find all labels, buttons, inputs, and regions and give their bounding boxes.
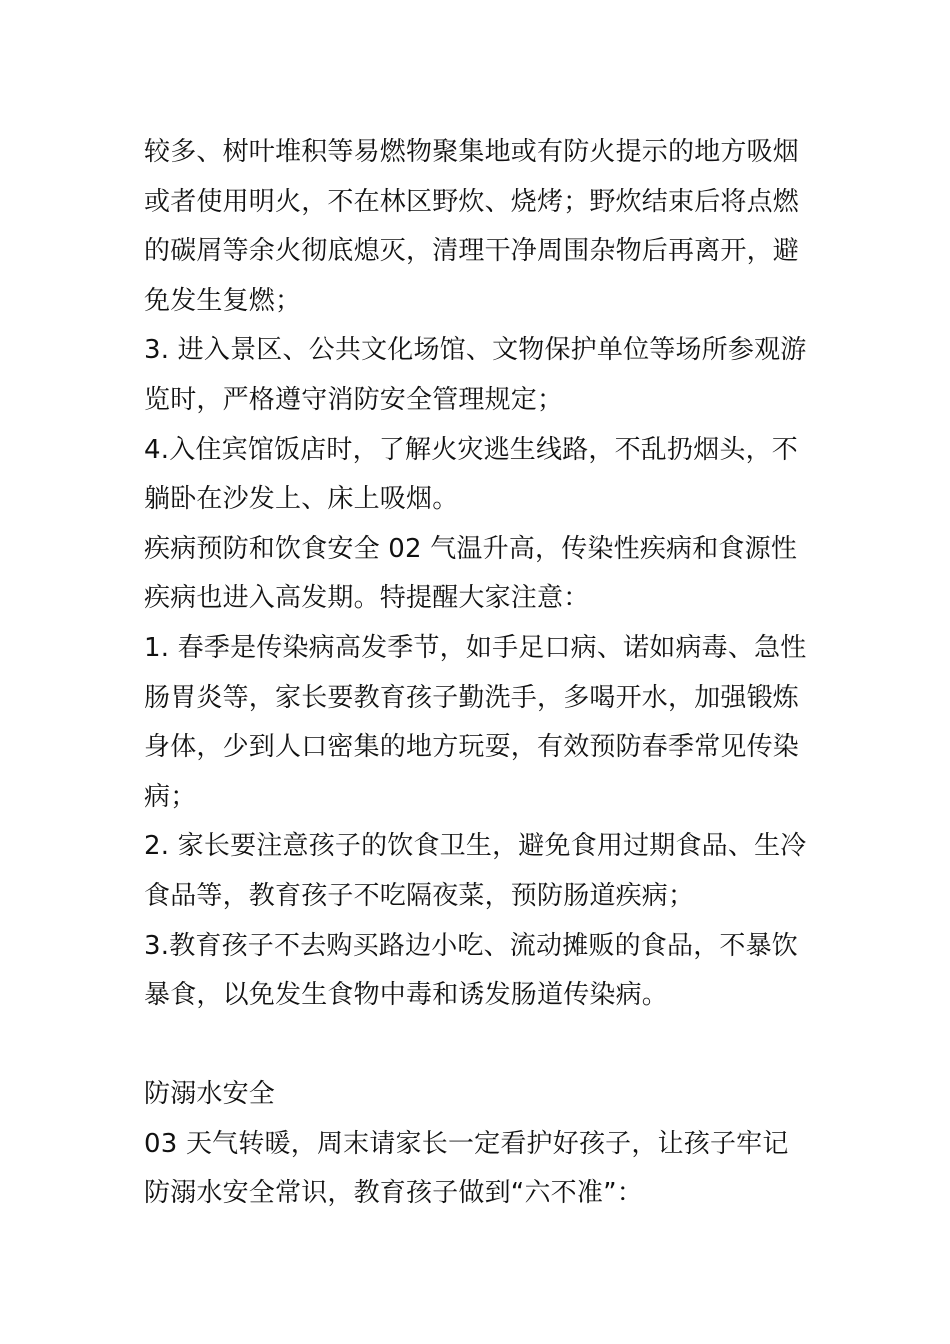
section-title-drowning: 防溺水安全 bbox=[144, 1079, 276, 1110]
document-body bbox=[144, 128, 808, 1219]
paragraph-hotel-rule: 4.入住宾馆饭店时，了解火灾逃生线路，不乱扔烟头，不躺卧在沙发上、床上吸烟。 bbox=[144, 434, 799, 515]
paragraph-spacer bbox=[144, 1021, 808, 1071]
paragraph-fire-safety-continued: 较多、树叶堆积等易燃物聚集地或有防火提示的地方吸烟或者使用明火，不在林区野炊、烧烤；野炊结束后将点燃的碳屑等余火彻底熄灭，清理干净周围杂物后再离开，避免发生复燃； bbox=[144, 137, 800, 316]
paragraph-disease-intro: 疾病预防和饮食安全 02 气温升高，传染性疾病和食源性疾病也进入高发期。特提醒大家注意： bbox=[144, 533, 798, 614]
paragraph-disease-item-1: 1. 春季是传染病高发季节，如手足口病、诺如病毒、急性肠胃炎等，家长要教育孩子勤洗手，多喝开水，加强锻炼身体，少到人口密集的地方玩耍，有效预防春季常见传染病； bbox=[144, 632, 807, 812]
paragraph-disease-item-2: 2. 家长要注意孩子的饮食卫生，避免食用过期食品、生冷食品等，教育孩子不吃隔夜菜，预防肠道疾病； bbox=[144, 831, 807, 911]
paragraph-drowning-intro: 03 天气转暖，周末请家长一定看护好孩子，让孩子牢记防溺水安全常识，教育孩子做到“六不准”： bbox=[144, 1128, 789, 1209]
paragraph-scenic-area-rule: 3. 进入景区、公共文化场馆、文物保护单位等场所参观游览时，严格遵守消防安全管理规定； bbox=[144, 335, 807, 415]
paragraph-disease-item-3: 3.教育孩子不去购买路边小吃、流动摊贩的食品，不暴饮暴食，以免发生食物中毒和诱发肠道传染病。 bbox=[144, 930, 799, 1011]
